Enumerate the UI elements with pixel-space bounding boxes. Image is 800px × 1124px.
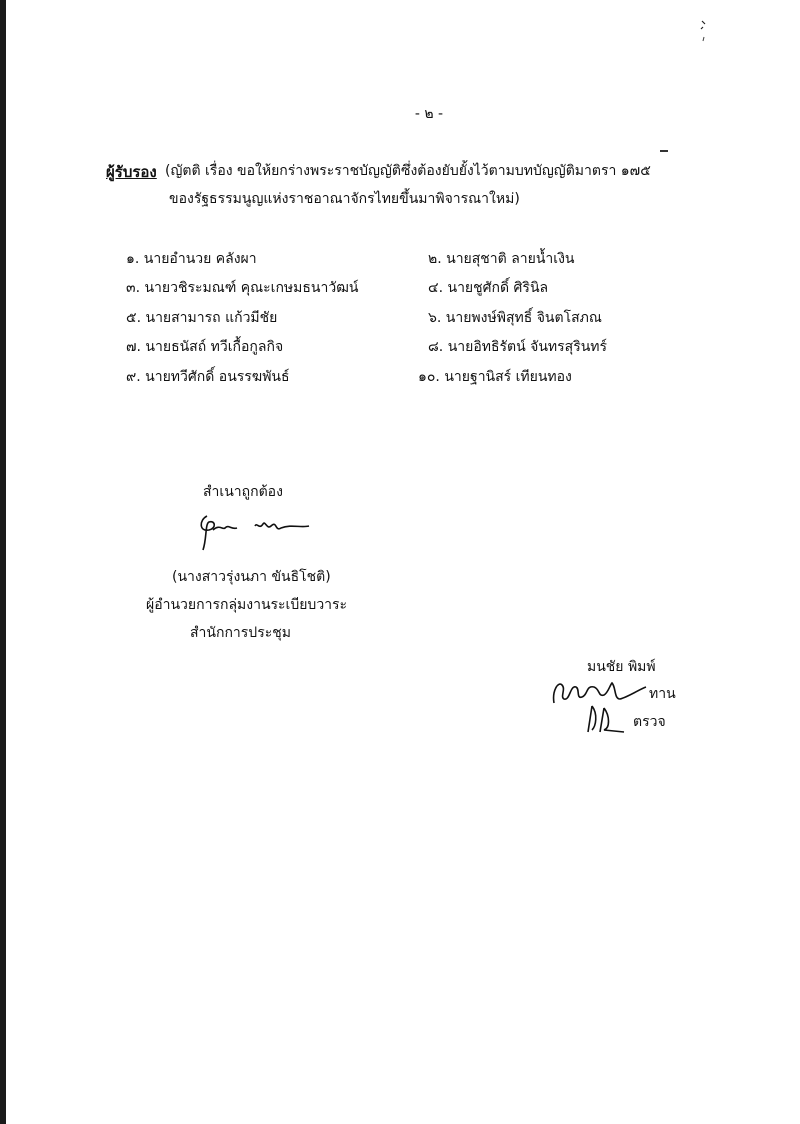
handwritten-initials bbox=[584, 700, 628, 736]
signatory-name: (นางสาวรุ่งนภา ขันธิโชติ) bbox=[172, 569, 331, 585]
checked-label: ตรวจ bbox=[633, 714, 666, 730]
signer-item: ๗. นายธนัสถ์ ทวีเกื้อกูลกิจ bbox=[126, 339, 284, 355]
scan-page-edge bbox=[0, 0, 6, 1124]
signer-item: ๖. นายพงษ์พิสุทธิ์ จินตโสภณ bbox=[428, 310, 602, 326]
signer-item: ๑๐. นายฐานิสร์ เทียนทอง bbox=[418, 369, 572, 385]
endorsement-motion-line-2: ของรัฐธรรมนูญแห่งราชอาณาจักรไทยขึ้นมาพิจารณาใหม่) bbox=[169, 191, 520, 207]
signer-item: ๓. นายวชิระมณฑ์ คุณะเกษมธนาวัฒน์ bbox=[126, 280, 359, 296]
scan-corner-marks bbox=[694, 15, 714, 45]
typist-name: มนชัย พิมพ์ bbox=[587, 659, 656, 675]
signer-item: ๙. นายทวีศักดิ์ อนรรฆพันธ์ bbox=[126, 369, 290, 385]
endorsement-label: ผู้รับรอง bbox=[106, 163, 157, 181]
endorsement-motion-line-1: (ญัตติ เรื่อง ขอให้ยกร่างพระราชบัญญัติซึ่งต้องยับยั้งไว้ตามบทบัญญัติมาตรา ๑๗๕ bbox=[165, 163, 651, 179]
certified-copy-label: สำเนาถูกต้อง bbox=[203, 484, 283, 500]
signer-item: ๔. นายชูศักดิ์ ศิรินิล bbox=[428, 280, 549, 296]
margin-mark bbox=[660, 150, 668, 152]
page-number: - ๒ - bbox=[414, 106, 444, 122]
signatory-office: สำนักการประชุม bbox=[190, 625, 291, 641]
signer-item: ๕. นายสามารถ แก้วมีชัย bbox=[126, 310, 278, 326]
signer-item: ๒. นายสุชาติ ลายน้ำเงิน bbox=[428, 251, 575, 267]
handwritten-signature bbox=[193, 508, 313, 554]
signatory-title: ผู้อำนวยการกลุ่มงานระเบียบวาระ bbox=[146, 597, 348, 613]
signer-item: ๘. นายอิทธิรัตน์ จันทรสุรินทร์ bbox=[428, 339, 608, 355]
proofread-label: ทาน bbox=[649, 686, 676, 702]
signer-item: ๑. นายอำนวย คลังผา bbox=[126, 251, 257, 267]
